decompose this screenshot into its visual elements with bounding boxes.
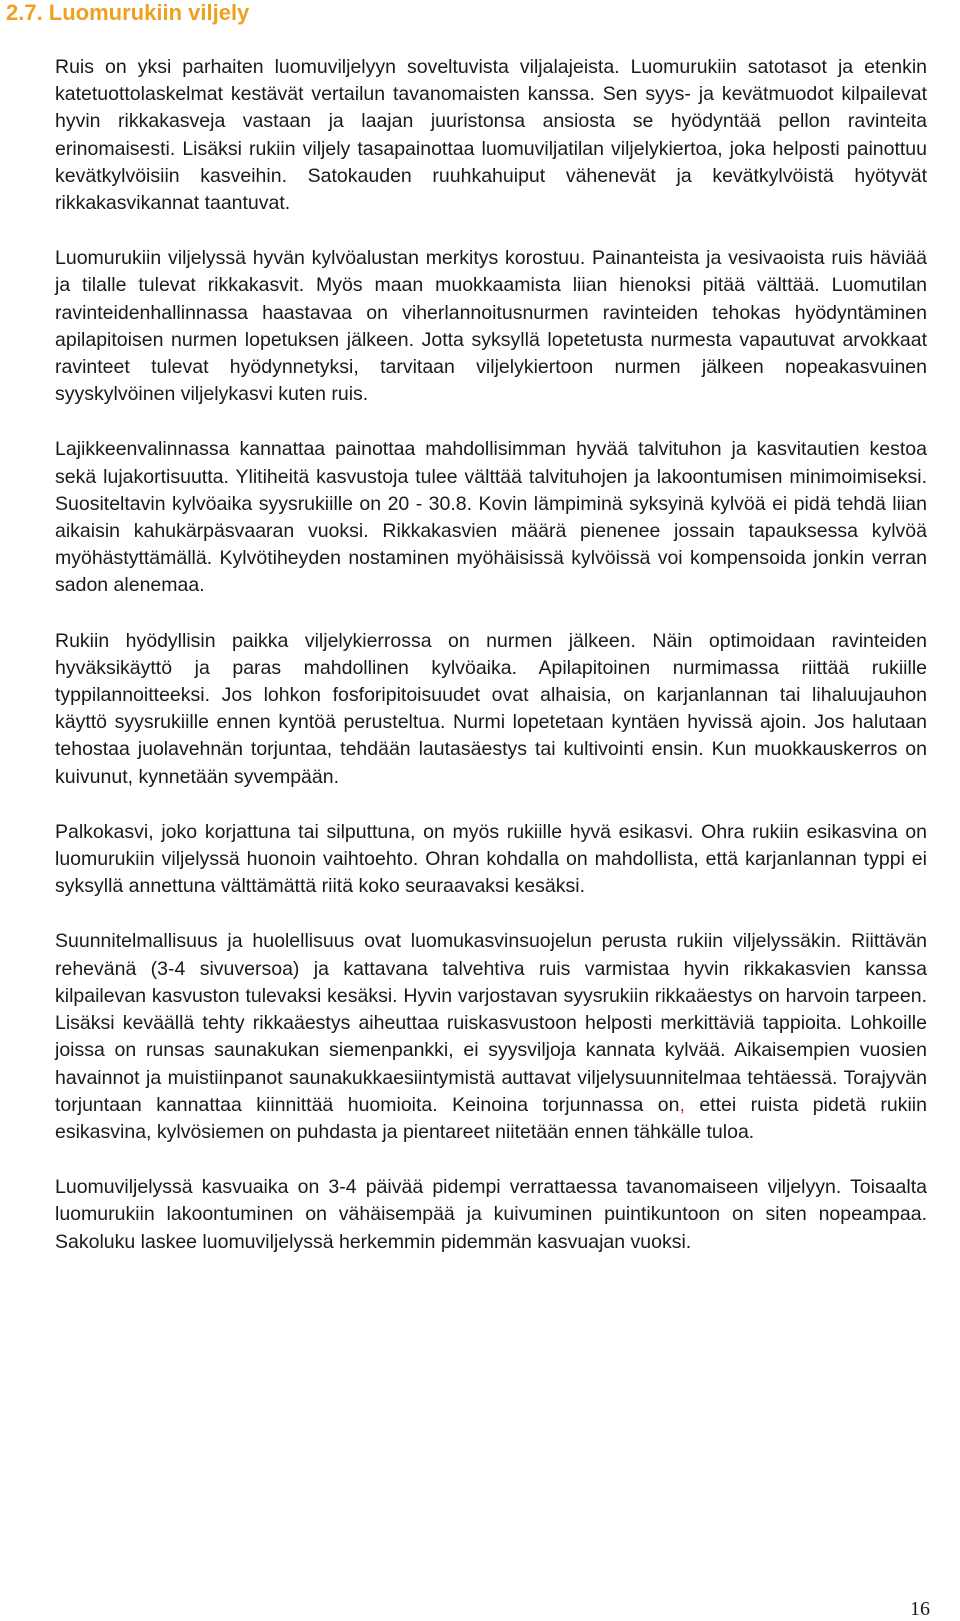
document-body (55, 54, 927, 1284)
paragraph-1: Ruis on yksi parhaiten luomuviljelyyn soveltuvista viljalajeista. Luomurukiin satotasot ja etenkin katetuottolaskelmat kestävät vertailun tavanomaisten kanssa. Sen syys- ja kevätmuodot kilpailevat hyvin rikkakasveja vastaan ja laajan juuristonsa ansiosta se hyödyntää pellon ravinteita erinomaisesti. Lisäksi rukiin viljely tasapainottaa luomuviljatilan viljelykiertoa, joka helposti painottuu kevätkylvöisiin kasveihin. Satokauden ruuhkahuiput vähenevät ja kevätkylvöistä hyötyvät rikkakasvikannat taantuvat. (55, 56, 927, 215)
page-number: 16 (910, 1598, 930, 1620)
paragraph-5: Palkokasvi, joko korjattuna tai silputtuna, on myös rukiille hyvä esikasvi. Ohra rukiin esikasvina on luomurukiin viljelyssä huonoin vaihtoehto. Ohran kohdalla on mahdollista, että karjanlannan typpi ei syksyllä annettuna välttämättä riitä koko seuraavaksi kesäksi. (55, 820, 927, 898)
section-heading: 2.7. Luomurukiin viljely (6, 0, 250, 25)
paragraph-6 (55, 928, 927, 1146)
paragraph-6-after: ettei ruista pidetä rukiin esikasvina, kylvösiemen on puhdasta ja pientareet niitetään ennen tähkälle tuloa. (55, 1093, 927, 1143)
paragraph-6-before: Suunnitelmallisuus ja huolellisuus ovat luomukasvinsuojelun perusta rukiin viljelyssäkin. Riittävän rehevänä (3-4 sivuversoa) ja kattavana talvehtiva ruis varmistaa hyvin rikkakasvien kanssa kilpailevan kasvuston tulevaksi kesäksi. Hyvin varjostavan syysrukiin rikkaäestys on harvoin tarpeen. Lisäksi keväällä tehty rikkaäestys aiheuttaa ruiskasvustoon helposti merkittäviä tappioita. Lohkoille joissa on runsas saunakukan siemenpankki, ei syysviljoja kannata kylvää. Aikaisempien vuosien havainnot ja muistiinpanot saunakukkaesiintymistä auttavat viljelysuunnitelmaa tehtäessä. Torajyvän torjuntaan kannattaa kiinnittää huomioita. Keinoina torjunnassa on (55, 930, 927, 1116)
paragraph-2: Luomurukiin viljelyssä hyvän kylvöalustan merkitys korostuu. Painanteista ja vesivaoista ruis häviää ja tilalle tulevat rikkakasvit. Myös maan muokkaamista liian hienoksi pitää välttää. Luomutilan ravinteidenhallinnassa haastavaa on viherlannoitusnurmen ravinteiden tehokas hyödyntäminen apilapitoisen nurmen lopetuksen jälkeen. Jotta syksyllä lopetetusta nurmesta vapautuvat arvokkaat ravinteet tulevat hyödynnetyksi, tarvitaan viljelykiertoon nurmen jälkeen nopeakasvuinen syyskylvöinen viljelykasvi kuten ruis. (55, 247, 927, 406)
paragraph-7: Luomuviljelyssä kasvuaika on 3-4 päivää pidempi verrattaessa tavanomaiseen viljelyyn. Toisaalta luomurukiin lakoontuminen on vähäisempää ja kuivuminen puintikuntoon on siten nopeampaa. Sakoluku laskee luomuviljelyssä herkemmin pidemmän kasvuajan vuoksi. (55, 1176, 927, 1253)
paragraph-4: Rukiin hyödyllisin paikka viljelykierrossa on nurmen jälkeen. Näin optimoidaan ravinteiden hyväksikäyttö ja paras mahdollinen kylvöaika. Apilapitoinen nurmimassa riittää rukiille typpilannoitteeksi. Jos lohkon fosforipitoisuudet ovat alhaisia, on karjanlannan tai lihaluujauhon käyttö syysrukiille ennen kyntöä perusteltua. Nurmi lopetetaan kyntäen hyvissä ajoin. Jos halutaan tehostaa juolavehnän torjuntaa, tehdään lautasäestys tai kultivointi ensin. Kun muokkauskerros on kuivunut, kynnetään syvempään. (55, 629, 927, 788)
paragraph-6-highlight-comma: , (679, 1093, 685, 1116)
paragraph-3: Lajikkeenvalinnassa kannattaa painottaa mahdollisimman hyvää talvituhon ja kasvitautien kestoa sekä lujakortisuutta. Ylitiheitä kasvustoja tulee välttää talvituhojen ja lakoontumisen minimoimiseksi. Suositeltavin kylvöaika syysrukiille on 20 - 30.8. Kovin lämpiminä syksyinä kylvöä ei pidä tehdä liian aikaisin kahukärpäsvaaran vuoksi. Rikkakasvien määrä pienenee jossain tapauksessa kylvöä myöhästyttämällä. Kylvötiheyden nostaminen myöhäisissä kylvöissä voi kompensoida jonkin verran sadon alenemaa. (55, 438, 927, 597)
